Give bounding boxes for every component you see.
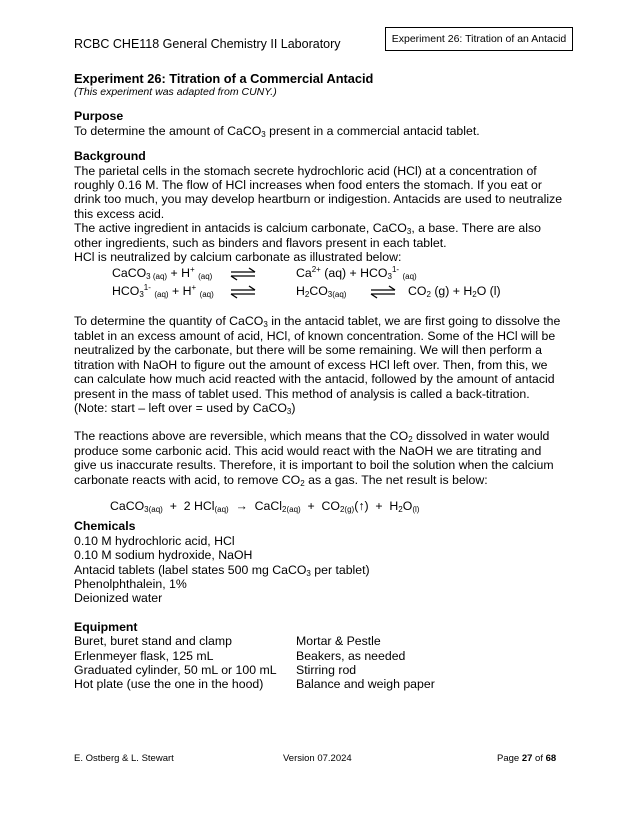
chemicals-heading: Chemicals: [74, 519, 136, 534]
chemicals-list: [74, 534, 564, 606]
footer-page-number: Page 27 of 68: [497, 753, 557, 764]
background-paragraph-5: The reactions above are reversible, which means that the $CO_2$ dissolved in water would produce some carbonic acid. This acid would react with the NaOH we are titrating and give us inaccurate results. Therefore, it is important to boil the solution when the calcium carbonate reacts with acid, to remove $CO_2$ as a gas. The net result is below:: [74, 429, 554, 488]
footer-version: Version 07.2024: [283, 753, 352, 764]
list-item: Stirring rod: [296, 663, 357, 677]
experiment-title: Experiment 26: Titration of a Commercial Antacid: [74, 71, 374, 86]
course-header: RCBC CHE118 General Chemistry II Laboratory: [74, 37, 341, 51]
equilibrium-arrow-icon: [370, 285, 396, 299]
list-item: Balance and weigh paper: [296, 677, 435, 692]
equipment-heading: Equipment: [74, 619, 138, 634]
equilibrium-arrow-icon: [230, 285, 256, 299]
list-item: Beakers, as needed: [296, 648, 406, 663]
reaction-1-reactants: CaCO$_{3 (aq)}$ + H+ $_{(aq)}$: [112, 265, 213, 282]
reaction-1: [74, 264, 564, 282]
net-reaction: CaCO$_{3(aq)}$ + 2 HCl$_{(aq)}$ → CaCl$_{2(aq)}$ + $CO_{2(g)}(↑) + H_2O_{(l)}$: [110, 498, 420, 514]
list-item: Graduated cylinder, 50 mL or 100 mL: [74, 663, 277, 677]
footer-authors: E. Ostberg & L. Stewart: [74, 753, 174, 764]
reaction-2-reactants: $HCO_3^{1-}$ $_{(aq)}$ + H+ $_{(aq)}$: [112, 283, 214, 300]
list-item: Mortar & Pestle: [296, 634, 381, 649]
purpose-text: To determine the amount of CaCO$_3$ present in a commercial antacid tablet.: [74, 123, 480, 139]
background-paragraph-1: The parietal cells in the stomach secrete hydrochloric acid (HCl) at a concentration of roughly 0.16 M. The flow of HCl increases when food enters the stomach. If you eat or drink too much, you may develop heartburn or indigestion. Antacids are used to neutralize this excess acid.: [74, 163, 563, 221]
reaction-2: [74, 282, 564, 300]
reaction-1-products: $Ca^{2+}$ $(aq) + HCO_3^{1-}$ $_{(aq)}$: [296, 265, 417, 282]
reaction-2-intermediate: $H_2CO_{3(aq)}$: [296, 284, 347, 300]
list-item: Deionized water: [74, 591, 163, 606]
equipment-list: [74, 634, 564, 692]
list-item: Buret, buret stand and clamp: [74, 634, 232, 649]
purpose-heading: Purpose: [74, 109, 124, 124]
background-heading: Background: [74, 149, 146, 164]
background-paragraph-2: The active ingredient in antacids is calcium carbonate, CaCO$_3$, a base. There are also other ingredients, such as binders and flavors present in each tablet.: [74, 221, 541, 250]
list-item: Antacid tablets (label states 500 mg CaCO$_3$ per tablet): [74, 562, 370, 578]
list-item: Phenolphthalein, 1%: [74, 576, 187, 591]
equilibrium-arrow-icon: [230, 267, 256, 281]
list-item: 0.10 M hydrochloric acid, HCl: [74, 533, 235, 548]
list-item: Erlenmeyer flask, 125 mL: [74, 648, 214, 663]
document-body: [74, 72, 564, 692]
reaction-2-products: $CO_2$ $(g) + H_2O$ (l): [408, 284, 501, 300]
list-item: 0.10 M sodium hydroxide, NaOH: [74, 548, 253, 563]
experiment-subtitle: (This experiment was adapted from CUNY.): [74, 86, 277, 99]
list-item: Hot plate (use the one in the hood): [74, 677, 264, 692]
background-paragraph-4: To determine the quantity of CaCO$_3$ in the antacid tablet, we are first going to dissolve the tablet in an excess amount of acid, HCl, of known concentration. Some of the HCl will be neutralized by the carbonate, but there will be some remaining. We will then perform a titration with NaOH to figure out the amount of excess HCl left over. Then, from this, we can calculate how much acid reacted with the antacid, followed by the amount of antacid present in the mass of tablet used. This method of analysis is called a back-titration. (Note: start – left over = used by CaCO$_3$): [74, 314, 561, 416]
background-paragraph-3: HCl is neutralized by calcium carbonate as illustrated below:: [74, 250, 402, 265]
experiment-header-box: Experiment 26: Titration of an Antacid: [385, 27, 573, 51]
